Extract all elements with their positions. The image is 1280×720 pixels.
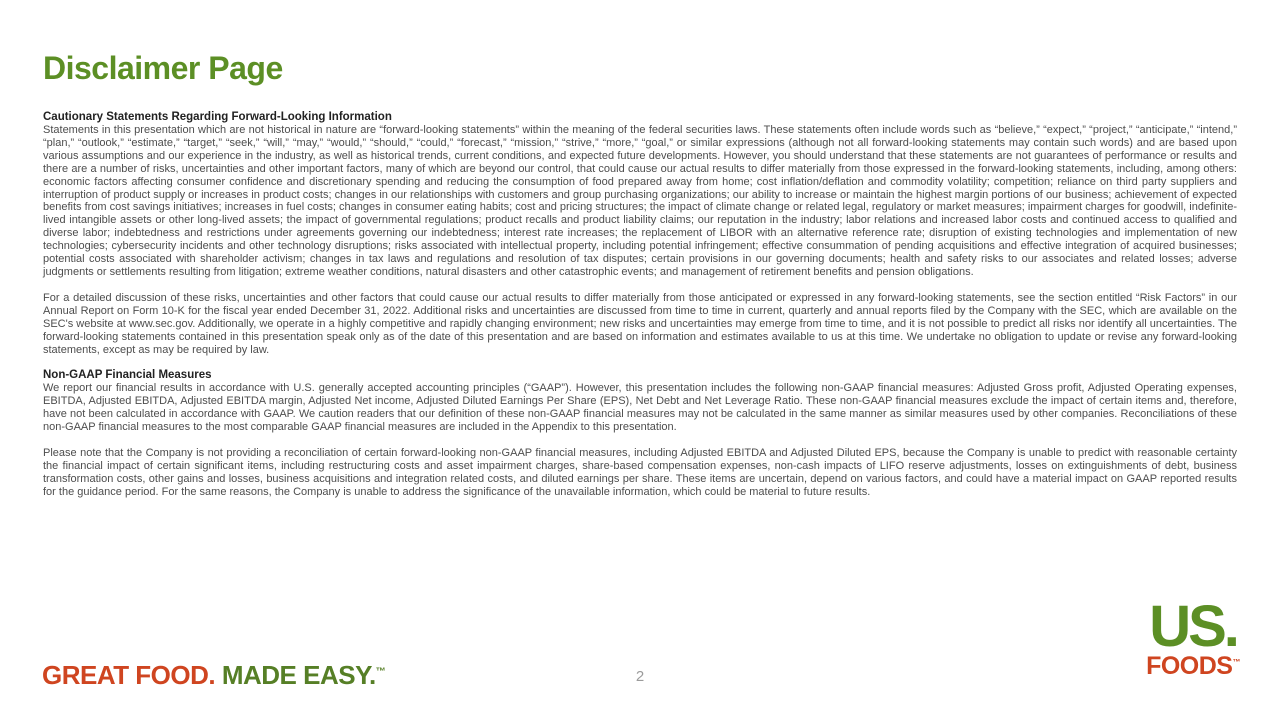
tagline-made-easy: MADE EASY. [215, 660, 376, 690]
page-title: Disclaimer Page [43, 50, 283, 86]
section-heading-forward-looking: Cautionary Statements Regarding Forward-Looking Information [43, 111, 392, 123]
paragraph-forward-looking-1: Statements in this presentation which are not historical in nature are “forward-looking statements” within the meaning of the federal securities laws. These statements often include words such as “believe,” “expect,” “project,” “anticipate,” “intend,” “plan,” “outlook,” “estimate,” “target,” “seek,” “will,” “may,” “would,” “should,” “could,” “forecast,” “mission,” “strive,” “more,” “goal,” or similar expressions (although not all forward-looking statements may contain such words) and are based upon various assumptions and our experience in the industry, as well as historical trends, current conditions, and expected future developments. However, you should understand that these statements are not guarantees of performance or results and there are a number of risks, uncertainties and other important factors, many of which are beyond our control, that could cause our actual results to differ materially from those expressed in the forward-looking statements, including, among others: economic factors affecting consumer confidence and discretionary spending and reducing the consumption of food prepared away from home; cost inflation/deflation and commodity volatility; competition; reliance on third party suppliers and interruption of product supply or increases in product costs; changes in our relationships with customers and group purchasing organizations; our ability to increase or maintain the highest margin portions of our business; achievement of expected benefits from cost savings initiatives; increases in fuel costs; changes in consumer eating habits; cost and pricing structures; the impact of climate change or related legal, regulatory or market measures; impairment charges for goodwill, indefinite-lived intangible assets or other long-lived assets; the impact of governmental regulations; product recalls and product liability claims; our reputation in the industry; labor relations and increased labor costs and continued access to qualified and diverse labor; indebtedness and restrictions under agreements governing our indebtedness; interest rate increases; the replacement of LIBOR with an alternative reference rate; disruption of existing technologies and implementation of new technologies; cybersecurity incidents and other technology disruptions; risks associated with intellectual property, including potential infringement; effective consummation of pending acquisitions and effective integration of acquired businesses; potential costs associated with shareholder activism; changes in tax laws and regulations and resolution of tax disputes; certain provisions in our governing documents; health and safety risks to our associates and related losses; adverse judgments or settlements resulting from litigation; extreme weather conditions, natural disasters and other catastrophic events; and management of retirement benefits and pension obligations. [43, 124, 1237, 278]
paragraph-non-gaap-2: Please note that the Company is not providing a reconciliation of certain forward-looking non-GAAP financial measures, including Adjusted EBITDA and Adjusted Diluted EPS, because the Company is unable to predict with reasonable certainty the financial impact of certain significant items, including restructuring costs and asset impairment charges, share-based compensation expenses, non-cash impacts of LIFO reserve adjustments, losses on extinguishments of debt, business transformation costs, other gains and losses, business acquisitions and integration related costs, and diluted earnings per share. These items are uncertain, depend on various factors, and could have a material impact on GAAP reported results for the guidance period. For the same reasons, the Company is unable to address the significance of the unavailable information, which could be material to future results. [43, 447, 1237, 498]
disclaimer-content [43, 111, 1237, 499]
page-number: 2 [635, 668, 645, 685]
usfoods-logo [1146, 594, 1240, 681]
tagline-trademark: ™ [375, 666, 386, 678]
paragraph-non-gaap-1: We report our financial results in accordance with U.S. generally accepted accounting principles (“GAAP”). However, this presentation includes the following non-GAAP financial measures: Adjusted Gross profit, Adjusted Operating expenses, EBITDA, Adjusted EBITDA, Adjusted EBITDA margin, Adjusted Net income, Adjusted Diluted Earnings Per Share (EPS), Net Debt and Net Leverage Ratio. These non-GAAP financial measures exclude the impact of certain items and, therefore, have not been calculated in accordance with GAAP. We caution readers that our definition of these non-GAAP financial measures may not be calculated in the same manner as similar measures used by other companies. Reconciliations of these non-GAAP financial measures to the most comparable GAAP financial measures are included in the Appendix to this presentation. [43, 382, 1237, 434]
usfoods-logo-us-text: US. [1149, 594, 1237, 659]
usfoods-logo-foods-text [1146, 654, 1240, 679]
usfoods-logo-foods-label: FOODS [1146, 652, 1233, 681]
usfoods-logo-trademark: ™ [1232, 658, 1240, 668]
paragraph-forward-looking-2: For a detailed discussion of these risks, uncertainties and other factors that could cause our actual results to differ materially from those anticipated or expressed in any forward-looking statements, see the section entitled “Risk Factors” in our Annual Report on Form 10-K for the fiscal year ended December 31, 2022. Additional risks and uncertainties are discussed from time to time in current, quarterly and annual reports filed by the Company with the SEC, which are available on the SEC's website at www.sec.gov. Additionally, we operate in a highly competitive and rapidly changing environment; new risks and uncertainties may emerge from time to time, and it is not possible to predict all risks nor identify all uncertainties. The forward-looking statements contained in this presentation speak only as of the date of this presentation and are based on information and estimates available to us at this time. We undertake no obligation to update or revise any forward-looking statements, except as may be required by law. [43, 291, 1237, 356]
tagline-great-food: GREAT FOOD. [42, 660, 216, 690]
section-heading-non-gaap: Non-GAAP Financial Measures [43, 369, 212, 382]
